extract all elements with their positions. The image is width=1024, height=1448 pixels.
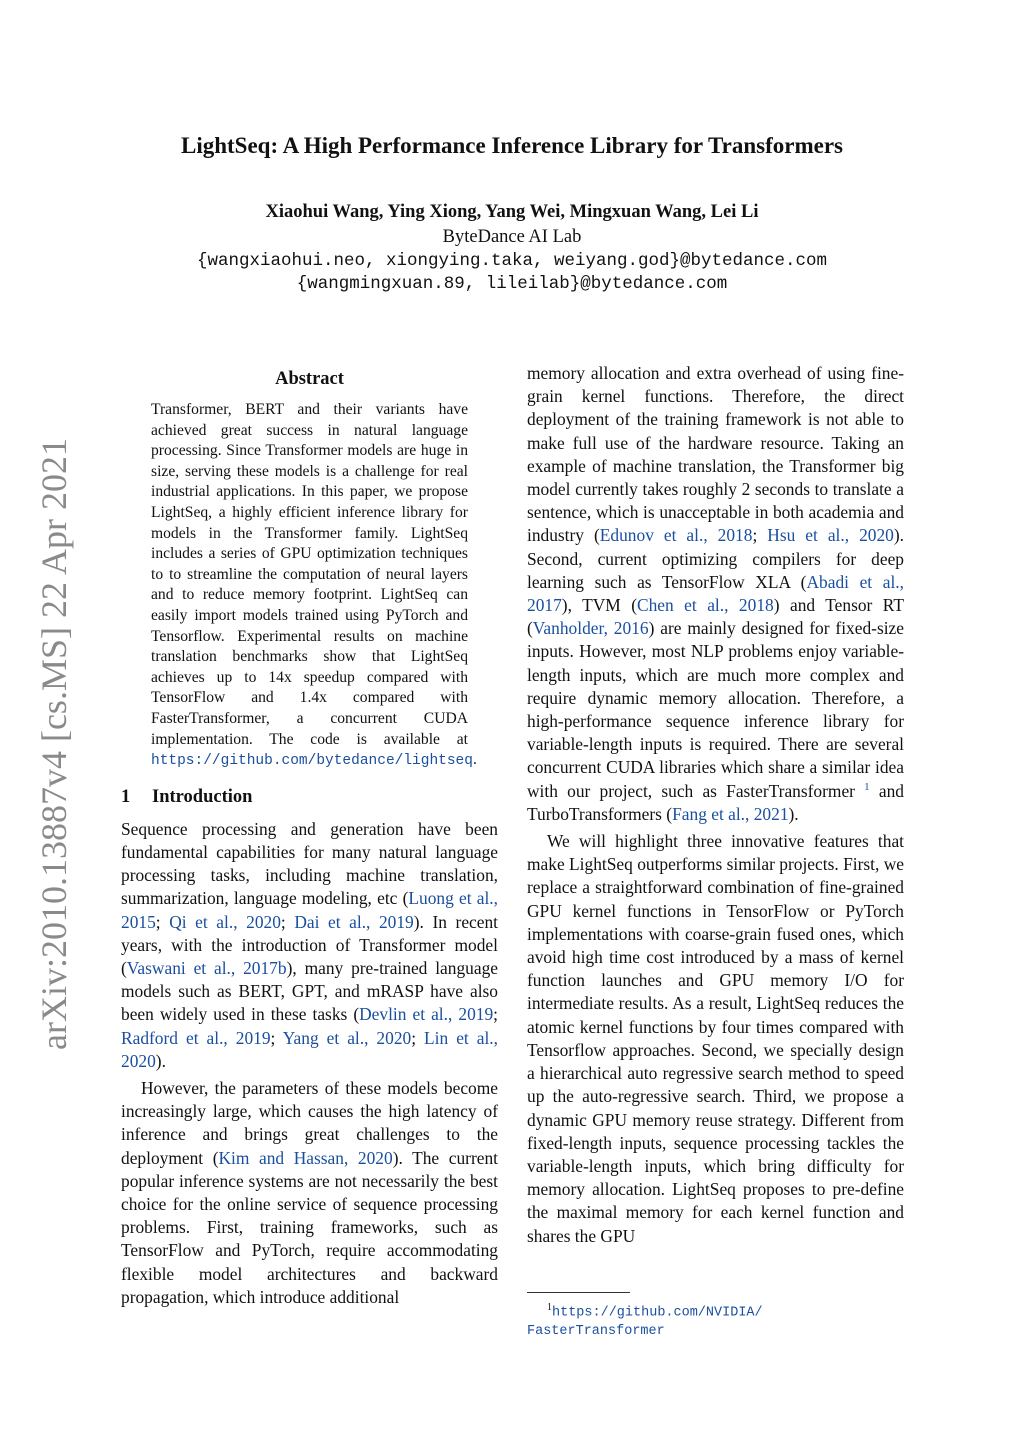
intro-paragraph-1 — [121, 818, 498, 1073]
text-span: ; — [280, 911, 295, 932]
footnote-marker[interactable]: 1 — [864, 780, 870, 793]
code-url-link[interactable]: https://github.com/bytedance/lightseq — [151, 753, 473, 770]
section-number: 1 — [121, 786, 131, 807]
citation-link[interactable]: Dai et al., 2019 — [294, 911, 414, 932]
paper-title: LightSeq: A High Performance Inference Library for Transformers — [180, 133, 843, 158]
text-span: memory allocation and extra overhead of using fine-grain kernel functions. Therefore, the direct deployment of the training framework is not able to make full use of the hardware resource. Taking an example of machine translation, the Transformer big model currently takes roughly 2 seconds to translate a sentence, which is unacceptable in both academia and industry ( — [527, 363, 904, 546]
text-span: ). — [788, 803, 799, 824]
abstract-end: . — [472, 751, 477, 769]
section-title: Introduction — [152, 786, 253, 807]
intro-paragraph-2-start — [121, 1077, 498, 1309]
citation-link[interactable]: Qi et al., 2020 — [169, 911, 281, 932]
text-span: ). — [155, 1050, 166, 1071]
affiliation: ByteDance AI Lab — [442, 227, 582, 247]
text-span: ; — [493, 1004, 498, 1025]
citation-link[interactable]: Luong et al., 2015 — [121, 888, 498, 932]
email-line-1: {wangxiaohui.neo, xiongying.taka, weiyang.god}@bytedance.com — [196, 251, 828, 271]
citation-link[interactable]: Kim and Hassan, 2020 — [218, 1147, 393, 1168]
citation-link[interactable]: Yang et al., 2020 — [282, 1027, 412, 1048]
intro-paragraph-2-cont — [527, 362, 904, 826]
abstract-heading: Abstract — [275, 369, 344, 389]
footnote-url-line-2[interactable]: FasterTransformer — [527, 1323, 665, 1339]
citation-link[interactable]: Edunov et al., 2018 — [599, 525, 753, 546]
citation-link[interactable]: Devlin et al., 2019 — [359, 1004, 494, 1025]
citation-link[interactable]: Chen et al., 2018 — [637, 595, 774, 616]
text-span: ), many pre-trained language models such as BERT, GPT, and mRASP have also been widely used in these tasks ( — [121, 957, 498, 1025]
citation-link[interactable]: Vanholder, 2016 — [532, 618, 649, 639]
text-span: ). In recent years, with the introduction of Transformer model ( — [121, 911, 499, 978]
left-column — [121, 362, 498, 1309]
text-span: ; — [270, 1027, 283, 1048]
text-span: However, the parameters of these models become increasingly large, which causes the high latency of inference and brings great challenges to the deployment ( — [121, 1077, 498, 1168]
text-span: ; — [752, 525, 768, 546]
intro-paragraph-3: We will highlight three innovative features that make LightSeq outperforms similar projects. First, we replace a straightforward combination of fine-grained GPU kernel functions in TensorFlow or PyTorch implementations with coarse-grain fused ones, which avoid high time cost introduced by a mass of kernel function launches and GPU memory I/O for intermediate results. As a result, LightSeq reduces the atomic kernel functions by four times compared with Tensorflow approaches. Second, we specially design a hierarchical auto regressive search method to speed up the auto-regressive search. Third, we propose a dynamic GPU memory reuse strategy. Different from fixed-length inputs, sequence processing tackles the variable-length inputs, which bring difficulty for memory allocation. LightSeq proposes to pre-define the maximal memory for each kernel function and shares the GPU — [527, 831, 904, 1246]
footnote — [527, 1292, 904, 1341]
author-list: Xiaohui Wang, Ying Xiong, Yang Wei, Mingxuan Wang, Lei Li — [265, 202, 759, 222]
citation-link[interactable]: Abadi et al., 2017 — [527, 571, 904, 616]
right-column — [527, 362, 904, 1248]
citation-link[interactable]: Radford et al., 2019 — [121, 1027, 271, 1048]
abstract-text: Transformer, BERT and their variants have achieved great success in natural language processing. Since Transformer models are huge in size, serving these models is a challenge for real industrial applications. In this paper, we propose LightSeq, a highly efficient inference library for models in the Transformer family. LightSeq includes a series of GPU optimization techniques to to streamline the computation of neural layers and to reduce memory footprint. LightSeq can easily import models trained using PyTorch and Tensorflow. Experimental results on machine translation benchmarks show that LightSeq achieves up to 14x speedup compared with TensorFlow and 1.4x compared with FasterTransformer, a concurrent CUDA implementation. The code is available at — [151, 401, 468, 748]
text-span: ) and Tensor RT ( — [527, 595, 904, 639]
text-span: ; — [411, 1027, 425, 1048]
text-span: ), TVM ( — [561, 595, 637, 616]
footnote-rule — [527, 1292, 630, 1293]
citation-link[interactable]: Vaswani et al., 2017b — [126, 957, 287, 978]
text-span: ). The current popular inference systems are not necessarily the best choice for the online service of sequence processing problems. First, training frameworks, such as TensorFlow and PyTorch, require accommodating flexible model architectures and backward propagation, which introduce additional — [121, 1147, 498, 1307]
citation-link[interactable]: Hsu et al., 2020 — [767, 525, 894, 546]
abstract-body — [151, 400, 477, 772]
footnote-text — [527, 1299, 904, 1341]
text-span: ; — [155, 911, 170, 932]
text-span: Sequence processing and generation have been fundamental capabilities for many natural language processing tasks, including machine translation, summarization, language modeling, etc ( — [121, 818, 498, 909]
footnote-number: 1 — [547, 1302, 552, 1313]
text-span: and TurboTransformers ( — [527, 780, 904, 824]
section-heading-introduction — [121, 784, 498, 810]
text-span: ). Second, current optimizing compilers for deep learning such as TensorFlow XLA ( — [527, 525, 904, 592]
email-line-2: {wangmingxuan.89, lileilab}@bytedance.com — [296, 274, 728, 294]
citation-link[interactable]: Lin et al., 2020 — [121, 1027, 498, 1071]
text-span: ) are mainly designed for fixed-size inputs. However, most NLP problems enjoy variable-length inputs, which are much more complex and require dynamic memory allocation. Therefore, a high-performance sequence inference library for variable-length inputs is required. There are several concurrent CUDA libraries which share a similar idea with our project, such as FasterTransformer — [527, 618, 904, 801]
citation-link[interactable]: Fang et al., 2021 — [672, 803, 789, 824]
footnote-url-line-1[interactable]: https://github.com/NVIDIA/ — [552, 1305, 763, 1321]
arxiv-stamp: arXiv:2010.13887v4 [cs.MS] 22 Apr 2021 — [34, 438, 74, 1050]
